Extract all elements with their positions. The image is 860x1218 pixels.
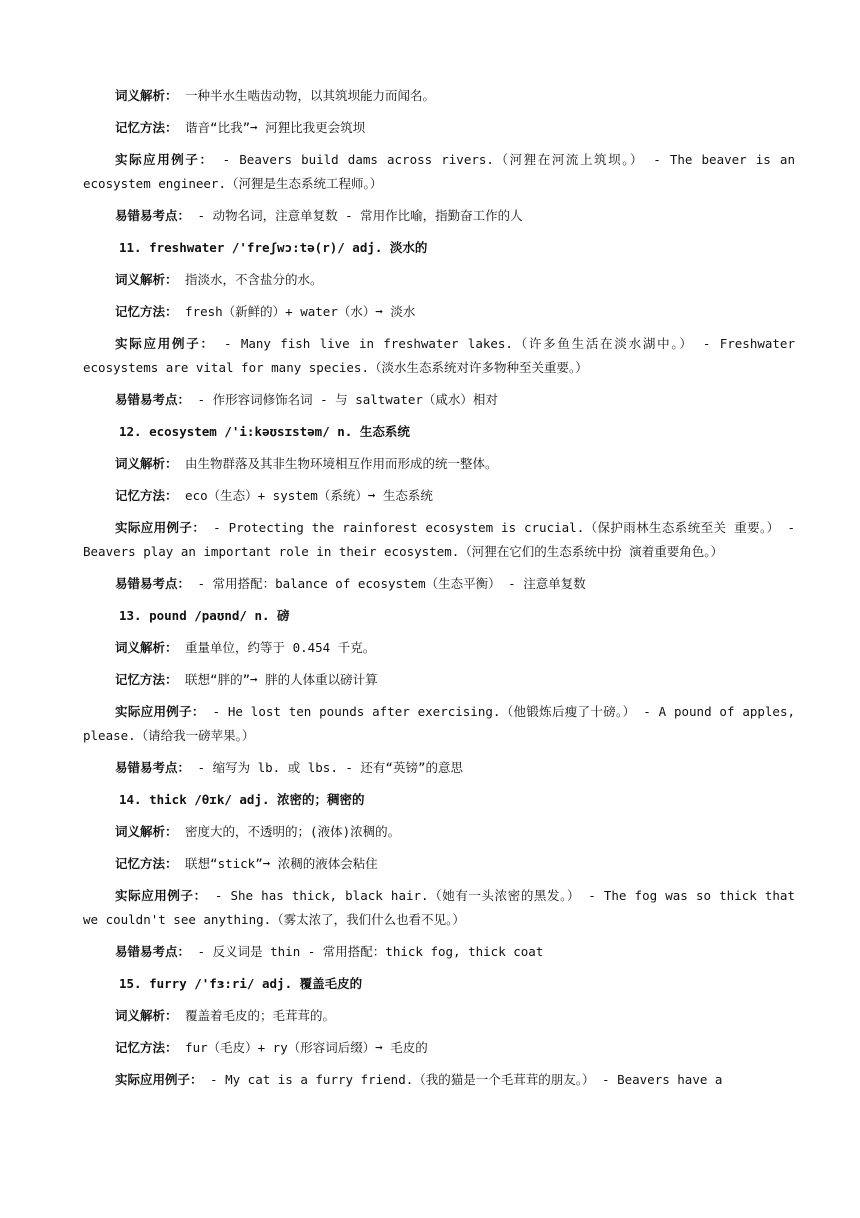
meaning-line [83, 84, 795, 108]
example-line [83, 884, 795, 932]
word-heading: 12. ecosystem /'i:kəʊsɪstəm/ n. 生态系统 [119, 424, 410, 439]
pitfall-line [83, 204, 795, 228]
memory-label: 记忆方法： [115, 120, 178, 135]
pitfall-text: - 反义词是 thin - 常用搭配：thick fog, thick coat [197, 944, 544, 959]
memory-text: fresh（新鲜的）+ water（水）➞ 淡水 [185, 304, 416, 319]
example-label: 实际应用例子： [115, 336, 215, 351]
example-line [83, 1068, 795, 1092]
meaning-text: 由生物群落及其非生物环境相互作用而形成的统一整体。 [185, 456, 498, 471]
document-body [83, 84, 795, 1100]
memory-line [83, 852, 795, 876]
memory-label: 记忆方法： [115, 1040, 178, 1055]
pitfall-text: - 作形容词修饰名词 - 与 saltwater（咸水）相对 [197, 392, 498, 407]
example-text: - My cat is a furry friend.（我的猫是一个毛茸茸的朋友。） - Beavers have a [210, 1072, 723, 1087]
example-line [83, 516, 795, 564]
memory-line [83, 484, 795, 508]
meaning-label: 词义解析： [115, 1008, 178, 1023]
pitfall-label: 易错易考点： [115, 944, 191, 959]
pitfall-label: 易错易考点： [115, 208, 191, 223]
example-text: - Beavers build dams across rivers.（河狸在河流上筑坝。） - The beaver is an ecosystem engineer.（河狸是生态系统工程师。） [83, 152, 795, 191]
pitfall-label: 易错易考点： [115, 576, 191, 591]
meaning-label: 词义解析： [115, 88, 178, 103]
example-text: - She has thick, black hair.（她有一头浓密的黑发。） - The fog was so thick that we couldn't see anything.（雾太浓了，我们什么也看不见。） [83, 888, 795, 927]
example-text: - Protecting the rainforest ecosystem is crucial.（保护雨林生态系统至关 重要。） - Beavers play an important role in their ecosystem.（河狸在它们的生态系统中扮 演着重要角色。） [83, 520, 795, 559]
word-heading: 13. pound /paʊnd/ n. 磅 [119, 608, 290, 623]
word-heading: 14. thick /θɪk/ adj. 浓密的；稠密的 [119, 792, 365, 807]
example-label: 实际应用例子： [115, 152, 214, 167]
word-heading: 15. furry /'fɜ:ri/ adj. 覆盖毛皮的 [119, 976, 363, 991]
meaning-label: 词义解析： [115, 456, 178, 471]
example-line [83, 700, 795, 748]
memory-line [83, 300, 795, 324]
meaning-label: 词义解析： [115, 272, 178, 287]
example-label: 实际应用例子： [115, 704, 205, 719]
example-line [83, 332, 795, 380]
pitfall-text: - 动物名词，注意单复数 - 常用作比喻，指勤奋工作的人 [197, 208, 523, 223]
meaning-line [83, 820, 795, 844]
meaning-text: 重量单位，约等于 0.454 千克。 [185, 640, 376, 655]
pitfall-line [83, 388, 795, 412]
meaning-line [83, 1004, 795, 1028]
pitfall-line [83, 572, 795, 596]
memory-label: 记忆方法： [115, 856, 178, 871]
example-label: 实际应用例子： [115, 1072, 203, 1087]
example-label: 实际应用例子： [115, 888, 207, 903]
pitfall-text: - 缩写为 lb. 或 lbs. - 还有“英镑”的意思 [197, 760, 463, 775]
example-text: - He lost ten pounds after exercising.（他锻炼后瘦了十磅。） - A pound of apples, please.（请给我一磅苹果。） [83, 704, 795, 743]
memory-line [83, 668, 795, 692]
memory-text: 联想“胖的”➞ 胖的人体重以磅计算 [185, 672, 378, 687]
meaning-label: 词义解析： [115, 824, 178, 839]
example-text: - Many fish live in freshwater lakes.（许多鱼生活在淡水湖中。） - Freshwater ecosystems are vital for many species.（淡水生态系统对许多物种至关重要。） [83, 336, 795, 375]
memory-label: 记忆方法： [115, 672, 178, 687]
meaning-line [83, 268, 795, 292]
memory-line [83, 1036, 795, 1060]
pitfall-text: - 常用搭配：balance of ecosystem（生态平衡） - 注意单复数 [197, 576, 586, 591]
example-line [83, 148, 795, 196]
memory-label: 记忆方法： [115, 304, 178, 319]
meaning-line [83, 452, 795, 476]
memory-text: 联想“stick”➞ 浓稠的液体会粘住 [185, 856, 378, 871]
memory-label: 记忆方法： [115, 488, 178, 503]
pitfall-label: 易错易考点： [115, 760, 191, 775]
meaning-text: 密度大的，不透明的；(液体)浓稠的。 [185, 824, 401, 839]
pitfall-label: 易错易考点： [115, 392, 191, 407]
meaning-text: 覆盖着毛皮的；毛茸茸的。 [185, 1008, 336, 1023]
meaning-text: 一种半水生啮齿动物，以其筑坝能力而闻名。 [185, 88, 436, 103]
meaning-line [83, 636, 795, 660]
meaning-text: 指淡水，不含盐分的水。 [185, 272, 323, 287]
memory-text: eco（生态）+ system（系统）➞ 生态系统 [185, 488, 433, 503]
pitfall-line [83, 940, 795, 964]
word-heading: 11. freshwater /'freʃwɔ:tə(r)/ adj. 淡水的 [119, 240, 428, 255]
meaning-label: 词义解析： [115, 640, 178, 655]
memory-line [83, 116, 795, 140]
memory-text: fur（毛皮）+ ry（形容词后缀）➞ 毛皮的 [185, 1040, 428, 1055]
example-label: 实际应用例子： [115, 520, 206, 535]
memory-text: 谐音“比我”➞ 河狸比我更会筑坝 [185, 120, 366, 135]
pitfall-line [83, 756, 795, 780]
